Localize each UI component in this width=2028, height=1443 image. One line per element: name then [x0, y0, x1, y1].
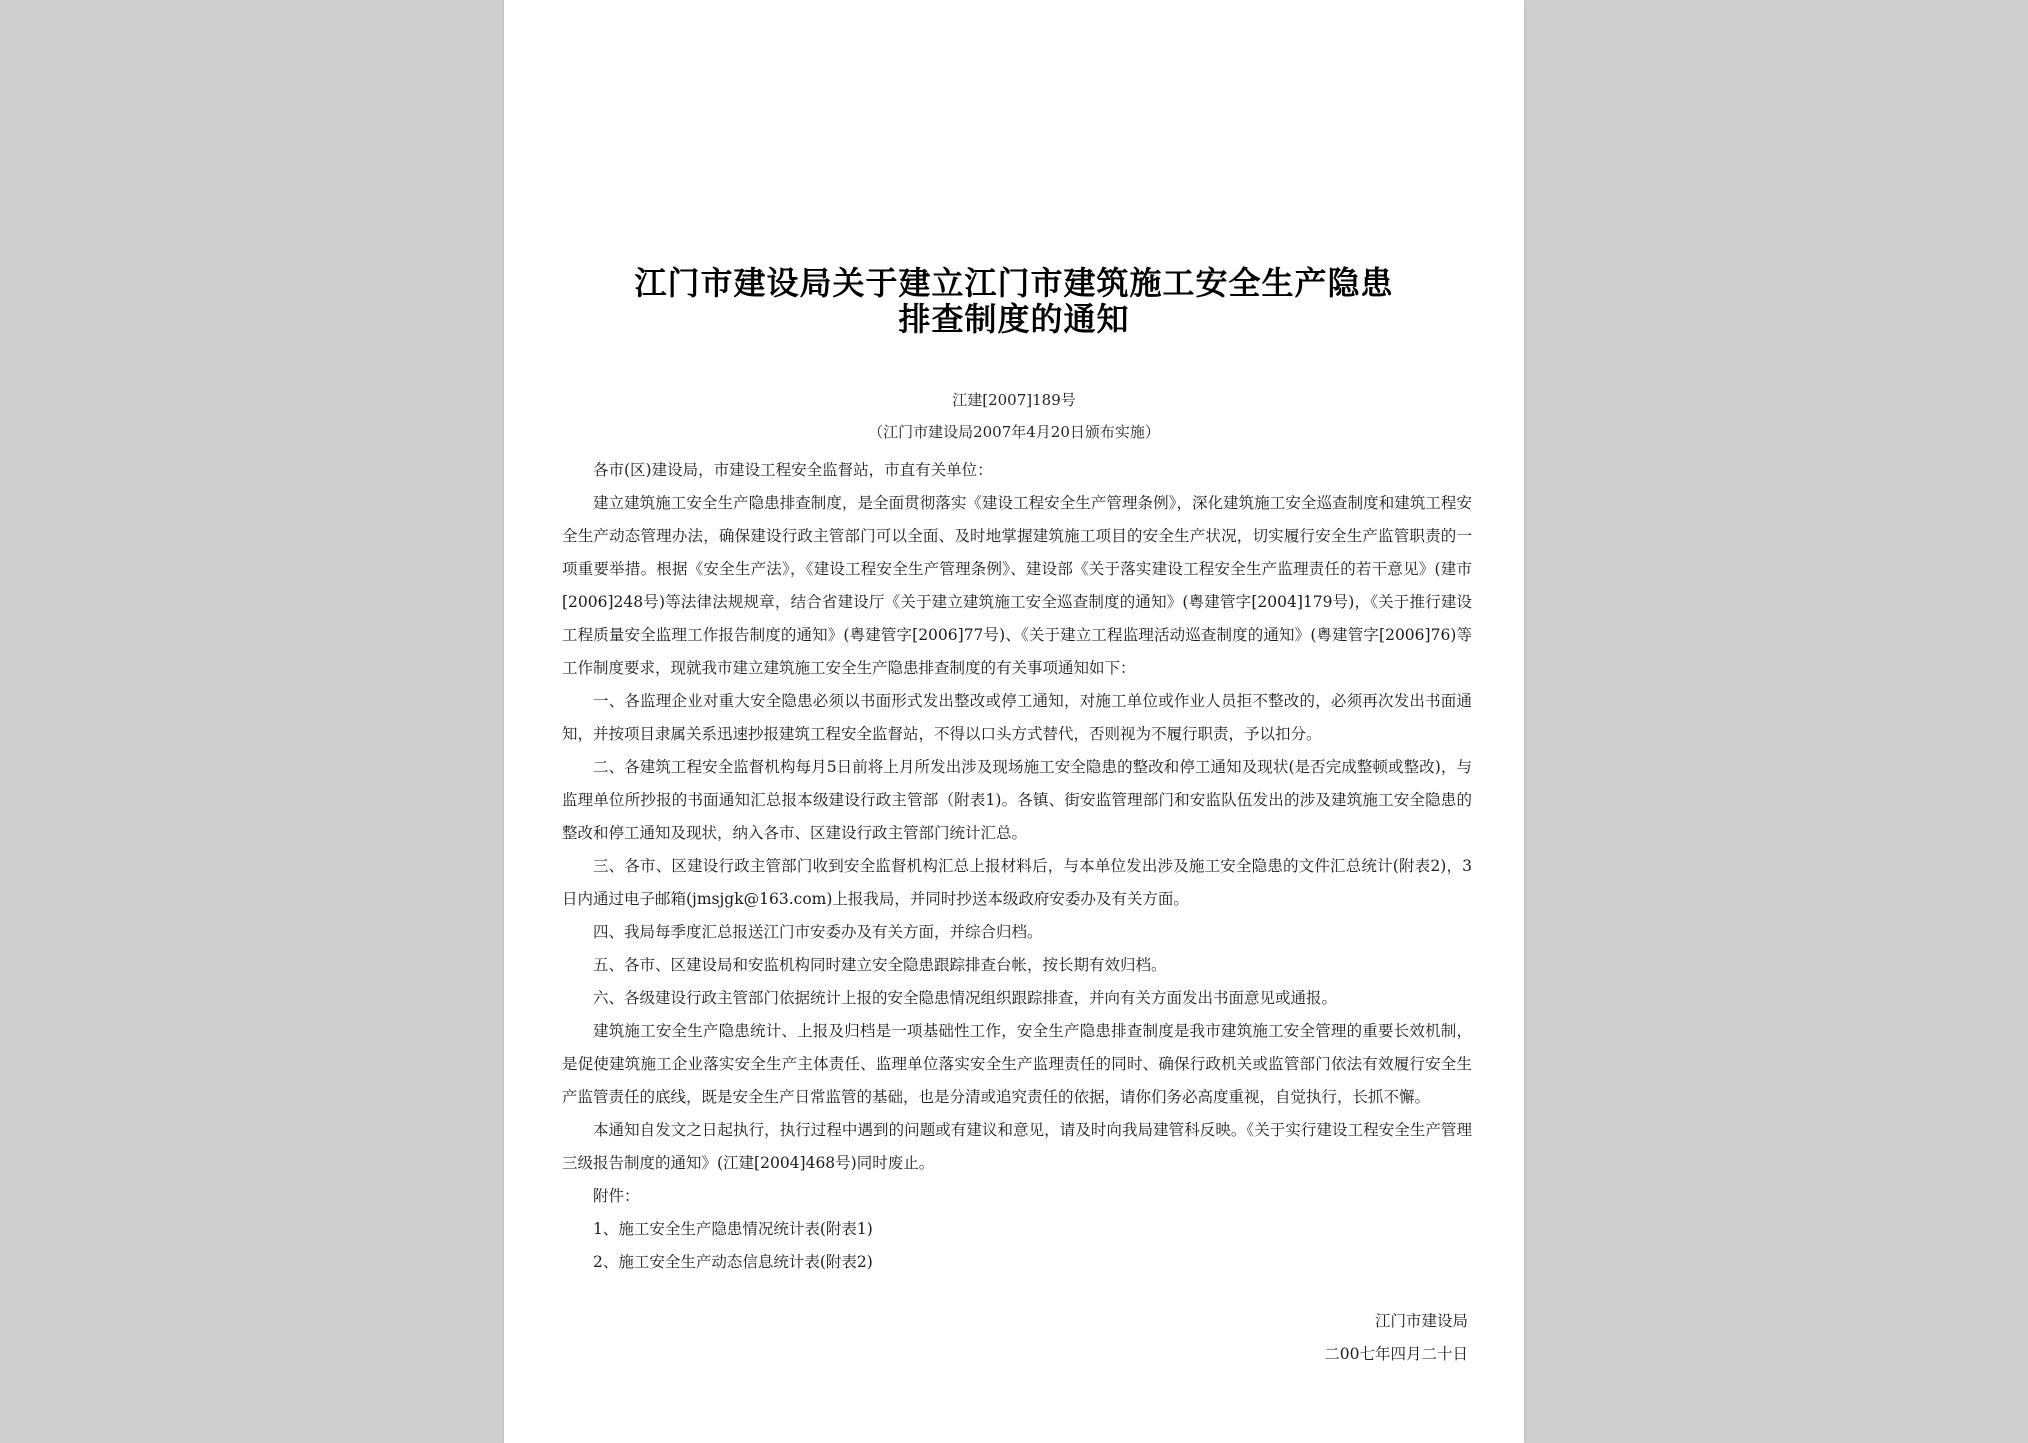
- document-body: [562, 454, 1472, 1279]
- body-paragraph: 六、各级建设行政主管部门依据统计上报的安全隐患情况组织跟踪排查，并向有关方面发出书面意见或通报。: [593, 989, 1338, 1007]
- attachment-item: 2、施工安全生产动态信息统计表(附表2): [593, 1253, 873, 1271]
- body-paragraph: 建筑施工安全生产隐患统计、上报及归档是一项基础性工作，安全生产隐患排查制度是我市建筑施工安全管理的重要长效机制，是促使建筑施工企业落实安全生产主体责任、监理单位落实安全生产监理责任的同时、确保行政机关或监管部门依法有效履行安全生产监管责任的底线，既是安全生产日常监管的基础，也是分清或追究责任的依据，请你们务必高度重视，自觉执行，长抓不懈。: [562, 1022, 1472, 1106]
- body-paragraph: 二、各建筑工程安全监督机构每月5日前将上月所发出涉及现场施工安全隐患的整改和停工通知及现状(是否完成整顿或整改)，与监理单位所抄报的书面通知汇总报本级建设行政主管部（附表1)。各镇、街安监管理部门和安监队伍发出的涉及建筑施工安全隐患的整改和停工通知及现状，纳入各市、区建设行政主管部门统计汇总。: [562, 758, 1472, 842]
- attachment-item: 1、施工安全生产隐患情况统计表(附表1): [593, 1220, 873, 1238]
- document-title-line-1: 江门市建设局关于建立江门市建筑施工安全生产隐患: [634, 264, 1394, 302]
- document-page: [504, 0, 1524, 1443]
- body-paragraph: 本通知自发文之日起执行，执行过程中遇到的问题或有建议和意见，请及时向我局建管科反映。《关于实行建设工程安全生产管理三级报告制度的通知》(江建[2004]468号)同时废止。: [562, 1121, 1472, 1172]
- body-paragraph: 一、各监理企业对重大安全隐患必须以书面形式发出整改或停工通知，对施工单位或作业人员拒不整改的，必须再次发出书面通知，并按项目隶属关系迅速抄报建筑工程安全监督站，不得以口头方式替代，否则视为不履行职责，予以扣分。: [562, 692, 1472, 743]
- body-paragraph: 五、各市、区建设局和安监机构同时建立安全隐患跟踪排查台帐，按长期有效归档。: [593, 956, 1167, 974]
- salutation: 各市(区)建设局，市建设工程安全监督站，市直有关单位：: [593, 461, 993, 479]
- body-paragraph: 三、各市、区建设行政主管部门收到安全监督机构汇总上报材料后，与本单位发出涉及施工安全隐患的文件汇总统计(附表2)，3日内通过电子邮箱(jmsjgk@163.com)上报我局，并同时抄送本级政府安委办及有关方面。: [562, 857, 1472, 908]
- signature-org: 江门市建设局: [1374, 1312, 1468, 1330]
- issued-note: （江门市建设局2007年4月20日颁布实施）: [868, 423, 1160, 441]
- document-title-line-2: 排查制度的通知: [898, 300, 1130, 338]
- body-paragraph: 四、我局每季度汇总报送江门市安委办及有关方面，并综合归档。: [593, 923, 1043, 941]
- attachments-heading: 附件：: [593, 1187, 640, 1205]
- signature-date: 二00七年四月二十日: [1324, 1345, 1468, 1363]
- document-number: 江建[2007]189号: [952, 391, 1076, 409]
- body-paragraph: 建立建筑施工安全生产隐患排查制度，是全面贯彻落实《建设工程安全生产管理条例》，深化建筑施工安全巡查制度和建筑工程安全生产动态管理办法，确保建设行政主管部门可以全面、及时地掌握建筑施工项目的安全生产状况，切实履行安全生产监管职责的一项重要举措。根据《安全生产法》，《建设工程安全生产管理条例》、建设部《关于落实建设工程安全生产监理责任的若干意见》(建市[2006]248号)等法律法规规章，结合省建设厅《关于建立建筑施工安全巡查制度的通知》(粤建管字[2004]179号)，《关于推行建设工程质量安全监理工作报告制度的通知》(粤建管字[2006]77号)、《关于建立工程监理活动巡查制度的通知》(粤建管字[2006]76)等工作制度要求，现就我市建立建筑施工安全生产隐患排查制度的有关事项通知如下：: [562, 494, 1472, 677]
